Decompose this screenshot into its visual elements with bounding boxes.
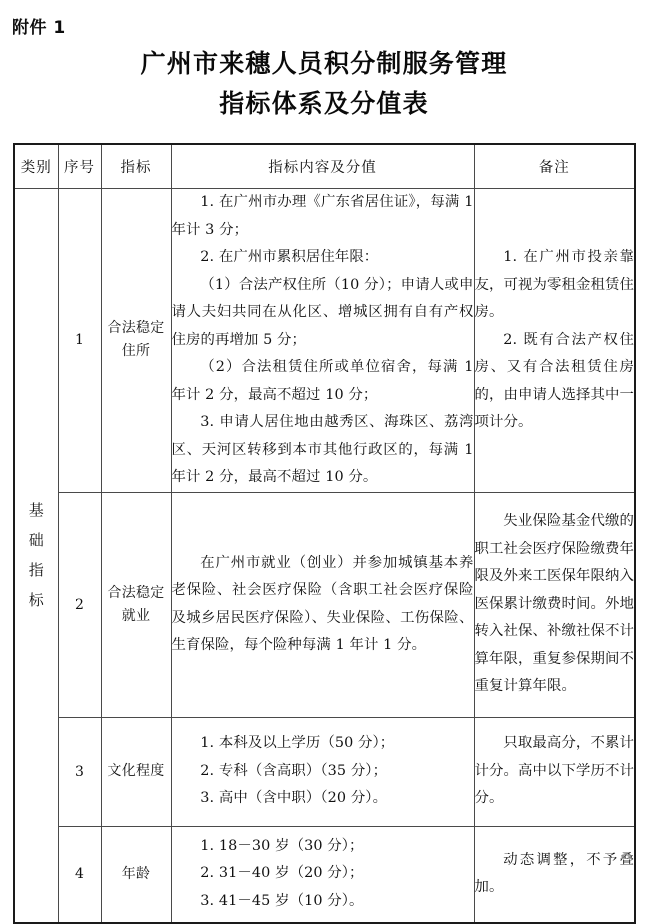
page-title-line-2: 指标体系及分值表	[219, 89, 429, 118]
category-char-2: 指	[28, 561, 44, 580]
content-paragraph: 1. 本科及以上学历（50 分）；	[200, 735, 395, 752]
content-paragraph: 1. 在广州市办理《广东省居住证》，每满 1 年计 3 分；	[171, 194, 474, 238]
row-remark	[474, 717, 635, 826]
row-content	[171, 189, 474, 493]
category-vertical-text	[15, 495, 58, 615]
page-title	[0, 44, 648, 124]
content-paragraph: 在广州市就业（创业）并参加城镇基本养老保险、社会医疗保险（含职工社会医疗保险及城乡居民医疗保险）、失业保险、工伤保险、生育保险，每个险种每满 1 年计 1 分。	[171, 554, 474, 653]
category-char-0: 基	[28, 501, 44, 520]
table-row	[14, 492, 635, 717]
remark-paragraph: 失业保险基金代缴的职工社会医疗保险缴费年限及外来工医保年限纳入医保累计缴费时间。外地转入社保、补缴社保不计算年限，重复参保期间不重复计算年限。	[474, 513, 634, 695]
row-seq: 1	[58, 189, 101, 493]
content-paragraph: 2. 专科（含高职）（35 分）；	[200, 762, 388, 779]
row-content	[171, 826, 474, 923]
row-indicator-name: 年龄	[101, 826, 171, 923]
row-remark	[474, 826, 635, 923]
category-char-1: 础	[28, 531, 44, 550]
table-row	[14, 717, 635, 826]
row-content	[171, 717, 474, 826]
row-indicator-name: 文化程度	[101, 717, 171, 826]
column-header-remark: 备注	[474, 144, 635, 189]
remark-paragraph: 2. 既有合法产权住房、又有合法租赁住房的，由申请人选择其中一项计分。	[474, 331, 634, 430]
content-paragraph: （2）合法租赁住所或单位宿舍，每满 1 年计 2 分，最高不超过 10 分；	[171, 359, 474, 403]
row-seq: 2	[58, 492, 101, 717]
row-indicator-name: 合法稳定住所	[101, 189, 171, 493]
row-content	[171, 492, 474, 717]
category-char-3: 标	[28, 591, 44, 610]
remark-paragraph: 只取最高分，不累计计分。高中以下学历不计分。	[474, 735, 634, 807]
content-paragraph: 1. 18－30 岁（30 分）；	[200, 837, 364, 854]
table-row	[14, 826, 635, 923]
row-indicator-name: 合法稳定就业	[101, 492, 171, 717]
column-header-indicator: 指标	[101, 144, 171, 189]
row-remark	[474, 189, 635, 493]
row-seq: 4	[58, 826, 101, 923]
row-seq: 3	[58, 717, 101, 826]
column-header-seq: 序号	[58, 144, 101, 189]
content-paragraph: 3. 高中（含中职）（20 分）。	[200, 790, 388, 807]
page-title-line-1: 广州市来穗人员积分制服务管理	[140, 49, 508, 78]
content-paragraph: 3. 申请人居住地由越秀区、海珠区、荔湾区、天河区转移到本市其他行政区的，每满 1 年计 2 分，最高不超过 10 分。	[171, 414, 474, 485]
attachment-label: 附件 1	[12, 18, 66, 38]
remark-paragraph: 动态调整，不予叠加。	[474, 851, 634, 895]
content-paragraph: 2. 在广州市累积居住年限：	[200, 249, 379, 265]
remark-paragraph: 1. 在广州市投亲靠友，可视为零租金租赁住房。	[474, 249, 634, 320]
table-header-row	[14, 144, 635, 189]
column-header-category: 类别	[14, 144, 58, 189]
column-header-content: 指标内容及分值	[171, 144, 474, 189]
score-index-table	[13, 143, 636, 924]
content-paragraph: 3. 41－45 岁（10 分）。	[200, 892, 364, 909]
content-paragraph: 2. 31－40 岁（20 分）；	[200, 865, 364, 882]
content-paragraph: （1）合法产权住所（10 分）；申请人或申请人夫妇共同在从化区、增城区拥有自有产权住房的再增加 5 分；	[171, 276, 474, 348]
table-row	[14, 189, 635, 493]
row-remark	[474, 492, 635, 717]
category-cell-basic-indicators	[14, 189, 58, 923]
